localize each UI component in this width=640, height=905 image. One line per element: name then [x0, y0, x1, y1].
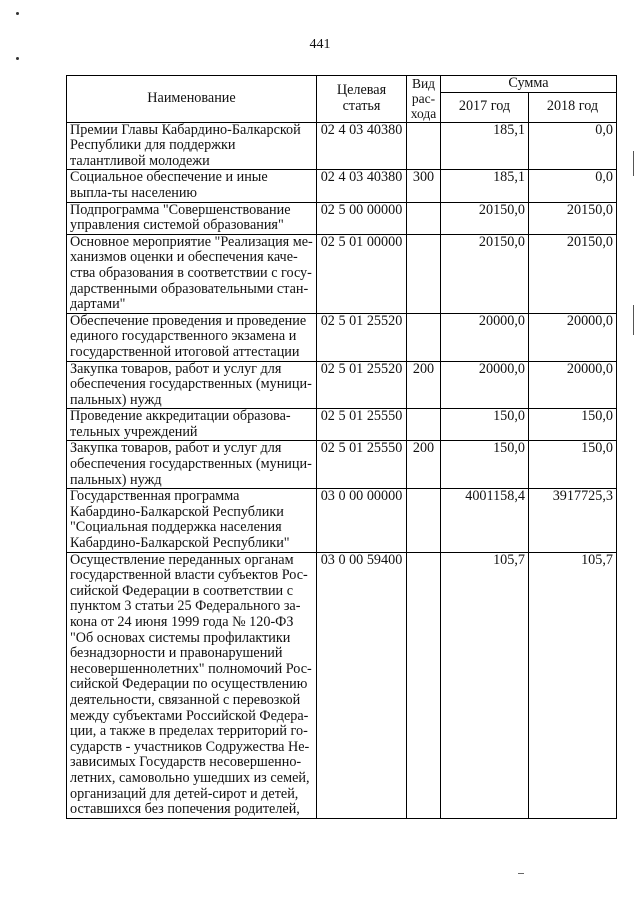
row-sum-2018: 20000,0 — [529, 313, 617, 361]
row-sum-2018: 20150,0 — [529, 202, 617, 234]
row-target-article: 02 4 03 40380 — [317, 122, 407, 170]
scan-mark — [16, 12, 19, 15]
row-sum-2018: 20000,0 — [529, 361, 617, 409]
row-name: Осуществление переданных органам государственной власти субъектов Рос-сийской Федерации в соответствии с пунктом 3 статьи 25 Федерального за-кона от 24 июня 1999 года № 120-ФЗ "Об основах системы профилактики безнадзорности и правонарушений несовершеннолетних" полномочий Рос-сийской Федерации по осуществлению деятельности, связанной с перевозкой между субъектами Российской Федера-ции, а также в пределах территорий го-сударств - участников Содружества Не-зависимых Государств несовершенно-летних, самовольно ушедших из семей, организаций для детей-сирот и детей, оставшихся без попечения родителей, — [67, 552, 317, 818]
row-sum-2018: 105,7 — [529, 552, 617, 818]
margin-line — [633, 305, 634, 335]
table-row — [67, 234, 617, 313]
header-sum: Сумма — [441, 76, 617, 93]
row-target-article: 03 0 00 00000 — [317, 489, 407, 552]
row-sum-2018: 0,0 — [529, 170, 617, 202]
row-expense-type — [407, 409, 441, 441]
row-sum-2018: 150,0 — [529, 441, 617, 489]
row-sum-2017: 185,1 — [441, 122, 529, 170]
table-row — [67, 409, 617, 441]
table-row — [67, 202, 617, 234]
row-target-article: 02 5 01 25520 — [317, 313, 407, 361]
row-target-article: 02 4 03 40380 — [317, 170, 407, 202]
table-row — [67, 313, 617, 361]
row-sum-2017: 105,7 — [441, 552, 529, 818]
row-sum-2017: 20150,0 — [441, 234, 529, 313]
margin-line — [633, 151, 634, 176]
row-name: Премии Главы Кабардино-Балкарской Республики для поддержки талантливой молодежи — [67, 122, 317, 170]
row-name: Государственная программа Кабардино-Балкарской Республики "Социальная поддержка населения Кабардино-Балкарской Республики" — [67, 489, 317, 552]
row-expense-type: 200 — [407, 441, 441, 489]
scan-mark — [518, 873, 524, 874]
budget-table — [66, 75, 617, 819]
row-sum-2018: 20150,0 — [529, 234, 617, 313]
row-sum-2017: 185,1 — [441, 170, 529, 202]
row-expense-type — [407, 489, 441, 552]
table-row — [67, 361, 617, 409]
table-row — [67, 170, 617, 202]
row-sum-2017: 20000,0 — [441, 361, 529, 409]
row-name: Основное мероприятие "Реализация ме-ханизмов оценки и обеспечения каче-ства образования в соответствии с госу-дарственными образовательными стан-дартами" — [67, 234, 317, 313]
row-name: Подпрограмма "Совершенствование управления системой образования" — [67, 202, 317, 234]
row-expense-type: 300 — [407, 170, 441, 202]
row-expense-type: 200 — [407, 361, 441, 409]
row-expense-type — [407, 313, 441, 361]
row-sum-2017: 150,0 — [441, 409, 529, 441]
header-year-2017: 2017 год — [441, 92, 529, 122]
row-name: Обеспечение проведения и проведение единого государственного экзамена и государственной итоговой аттестации — [67, 313, 317, 361]
header-name: Наименование — [67, 76, 317, 123]
row-name: Закупка товаров, работ и услуг для обеспечения государственных (муници-пальных) нужд — [67, 361, 317, 409]
row-sum-2018: 3917725,3 — [529, 489, 617, 552]
table-row — [67, 122, 617, 170]
table-row — [67, 552, 617, 818]
header-expense-type: Вид рас-хода — [407, 76, 441, 123]
table-row — [67, 489, 617, 552]
row-sum-2018: 150,0 — [529, 409, 617, 441]
row-sum-2018: 0,0 — [529, 122, 617, 170]
header-year-2018: 2018 год — [529, 92, 617, 122]
table-row — [67, 441, 617, 489]
scan-mark — [16, 57, 19, 60]
row-name: Социальное обеспечение и иные выпла-ты населению — [67, 170, 317, 202]
page-number: 441 — [309, 37, 331, 52]
row-sum-2017: 4001158,4 — [441, 489, 529, 552]
row-target-article: 02 5 01 00000 — [317, 234, 407, 313]
row-expense-type — [407, 122, 441, 170]
row-sum-2017: 20000,0 — [441, 313, 529, 361]
row-target-article: 02 5 01 25550 — [317, 409, 407, 441]
row-expense-type — [407, 202, 441, 234]
row-sum-2017: 20150,0 — [441, 202, 529, 234]
header-target-article: Целевая статья — [317, 76, 407, 123]
row-target-article: 02 5 01 25550 — [317, 441, 407, 489]
row-target-article: 02 5 01 25520 — [317, 361, 407, 409]
row-name: Проведение аккредитации образова-тельных учреждений — [67, 409, 317, 441]
row-sum-2017: 150,0 — [441, 441, 529, 489]
row-target-article: 03 0 00 59400 — [317, 552, 407, 818]
row-target-article: 02 5 00 00000 — [317, 202, 407, 234]
row-name: Закупка товаров, работ и услуг для обеспечения государственных (муници-пальных) нужд — [67, 441, 317, 489]
row-expense-type — [407, 234, 441, 313]
row-expense-type — [407, 552, 441, 818]
